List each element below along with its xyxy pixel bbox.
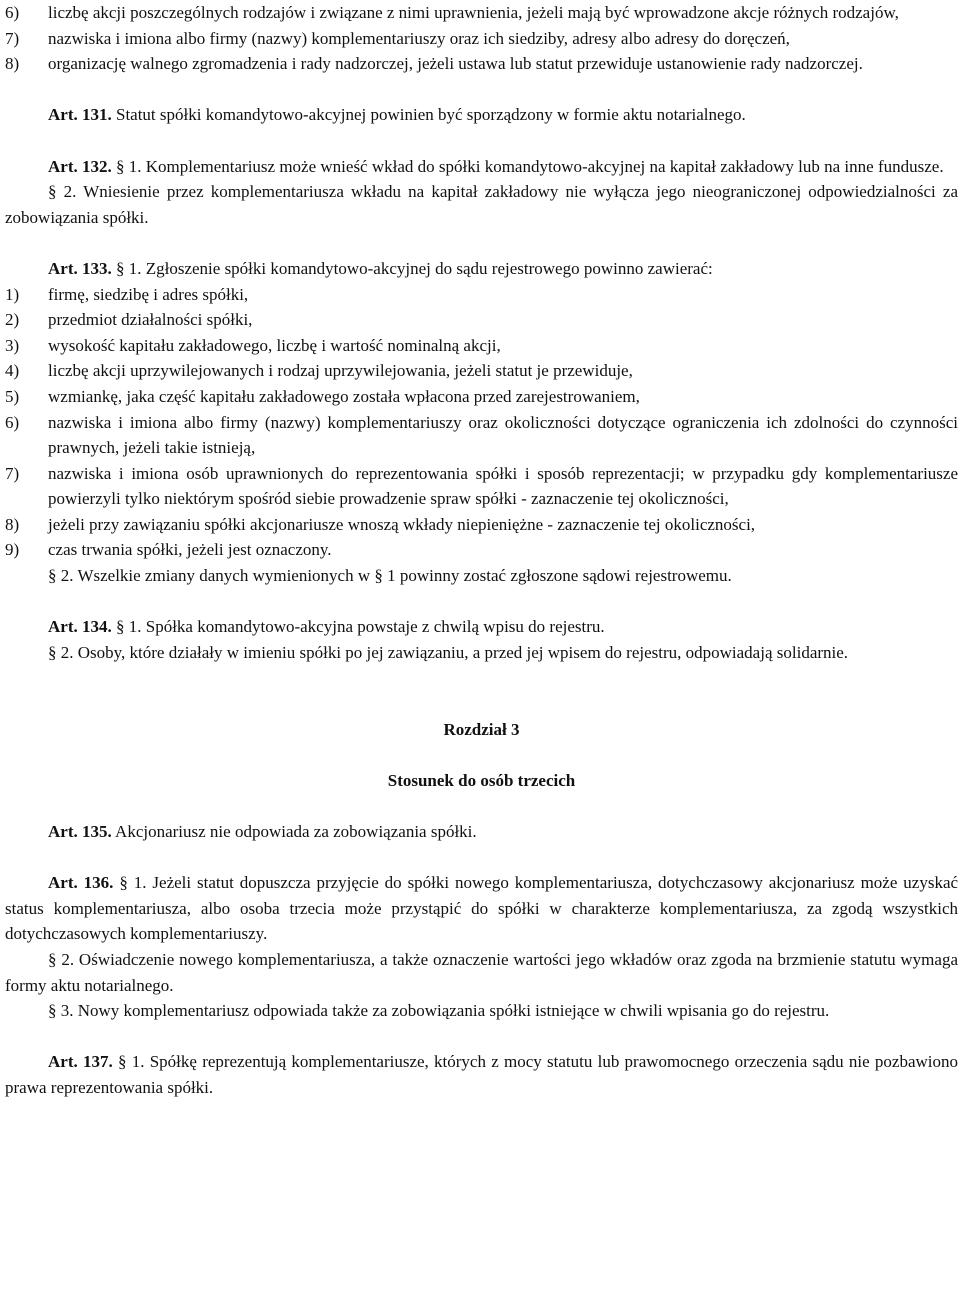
- list-item: [5, 51, 958, 77]
- article-text: Statut spółki komandytowo-akcyjnej powinien być sporządzony w formie aktu notarialnego.: [111, 105, 746, 125]
- list-item-number: 1): [5, 284, 20, 304]
- article-137-paragraph-1: [5, 1049, 958, 1100]
- list-item: [5, 307, 958, 333]
- list-item-text: organizację walnego zgromadzenia i rady nadzorczej, jeżeli ustawa lub statut przewiduje ustanowienie rady nadzorczej.: [48, 54, 863, 74]
- paragraph-number: § 2.: [48, 949, 75, 969]
- list-item: [5, 410, 958, 461]
- list-item: [5, 537, 958, 563]
- list-item-number: 6): [5, 412, 20, 432]
- list-item-text: jeżeli przy zawiązaniu spółki akcjonariusze wnoszą wkłady niepieniężne - zaznaczenie tej okoliczności,: [48, 514, 756, 534]
- paragraph-text: Wniesienie przez komplementariusza wkładu na kapitał zakładowy nie wyłącza jego nieograniczonej odpowiedzialności za zobowiązania spółki.: [5, 182, 959, 227]
- list-item: [5, 282, 958, 308]
- list-item: [5, 0, 958, 26]
- chapter-number: Rozdział 3: [443, 719, 520, 739]
- article-132-paragraph-2: [5, 179, 958, 230]
- article-text: Akcjonariusz nie odpowiada za zobowiązania spółki.: [111, 822, 477, 841]
- paragraph-number: § 1.: [119, 873, 147, 893]
- list-item-number: 9): [5, 540, 20, 560]
- article-label: Art. 137.: [48, 1052, 113, 1072]
- article-134-paragraph-1: [5, 614, 958, 640]
- list-item-number: 2): [5, 310, 20, 330]
- list-item-text: firmę, siedzibę i adres spółki,: [48, 284, 249, 304]
- list-item-number: 8): [5, 54, 20, 74]
- article-135: [5, 819, 958, 845]
- article-label: Art. 132.: [48, 156, 112, 176]
- paragraph-text: Nowy komplementariusz odpowiada także za zobowiązania spółki istniejące w chwili wpisania go do rejestru.: [73, 1001, 830, 1021]
- paragraph-text: Zgłoszenie spółki komandytowo-akcyjnej do sądu rejestrowego powinno zawierać:: [141, 258, 713, 278]
- paragraph-number: § 1.: [117, 1052, 145, 1072]
- list-item: [5, 461, 958, 512]
- paragraph-text: Komplementariusz może wnieść wkład do spółki komandytowo-akcyjnej na kapitał zakładowy lub na inne fundusze.: [141, 156, 944, 176]
- paragraph-number: § 2.: [48, 566, 74, 586]
- list-item: [5, 333, 958, 359]
- list-item-number: 5): [5, 386, 20, 406]
- list-item-text: liczbę akcji uprzywilejowanych i rodzaj uprzywilejowania, jeżeli statut je przewiduje,: [48, 361, 633, 381]
- paragraph-text: Jeżeli statut dopuszcza przyjęcie do spółki nowego komplementariusza, dotychczasowy akcjonariusz może uzyskać status komplementariusza, albo osoba trzecia może przystąpić do spółki w charakterze komplementariusza, za zgodą wszystkich dotychczasowych komplementariuszy.: [5, 873, 959, 944]
- article-136-paragraph-1: [5, 870, 958, 947]
- list-item-text: wysokość kapitału zakładowego, liczbę i wartość nominalną akcji,: [48, 335, 501, 355]
- article-label: Art. 133.: [48, 258, 112, 278]
- paragraph-text: Spółka komandytowo-akcyjna powstaje z chwilą wpisu do rejestru.: [141, 617, 605, 637]
- paragraph-number: § 2.: [48, 642, 74, 662]
- list-item-number: 6): [5, 3, 20, 22]
- paragraph-text: Oświadczenie nowego komplementariusza, a także oznaczenie wartości jego wkładów oraz zgoda na brzmienie statutu wymaga formy aktu notarialnego.: [5, 949, 958, 995]
- list-item-text: przedmiot działalności spółki,: [48, 310, 253, 330]
- list-item-number: 7): [5, 28, 20, 48]
- list-item-number: 4): [5, 361, 20, 381]
- article-label: Art. 136.: [48, 873, 114, 893]
- list-item: [5, 26, 958, 52]
- list-item-number: 7): [5, 463, 20, 483]
- article-133-list: [5, 282, 958, 564]
- list-item-text: nazwiska i imiona albo firmy (nazwy) komplementariuszy oraz ich siedziby, adresy albo adresy do doręczeń,: [48, 28, 790, 48]
- article-label: Art. 135.: [48, 822, 112, 841]
- article-132-paragraph-1: [5, 154, 958, 180]
- article-136-paragraph-3: [5, 998, 958, 1024]
- chapter-title: Stosunek do osób trzecich: [387, 770, 576, 790]
- paragraph-text: Spółkę reprezentują komplementariusze, których z mocy statutu lub prawomocnego orzeczenia sądu nie pozbawiono prawa reprezentowania spółki.: [5, 1052, 959, 1097]
- list-item: [5, 384, 958, 410]
- list-item-text: liczbę akcji poszczególnych rodzajów i związane z nimi uprawnienia, jeżeli mają być wprowadzone akcje różnych rodzajów,: [48, 3, 899, 22]
- article-label: Art. 131.: [48, 105, 112, 125]
- list-item: [5, 512, 958, 538]
- article-133-paragraph-2: [5, 563, 958, 589]
- paragraph-number: § 2.: [48, 182, 77, 202]
- list-item-text: nazwiska i imiona osób uprawnionych do reprezentowania spółki i sposób reprezentacji; w przypadku gdy komplementariusze powierzyli tylko niektórym spośród siebie prowadzenie spraw spółki - zaznaczenie tej okoliczności,: [48, 463, 958, 509]
- paragraph-number: § 1.: [115, 258, 142, 278]
- list-item-text: czas trwania spółki, jeżeli jest oznaczony.: [48, 540, 332, 560]
- paragraph-number: § 3.: [48, 1001, 74, 1021]
- list-item-text: nazwiska i imiona albo firmy (nazwy) komplementariuszy oraz okoliczności dotyczące ograniczenia ich zdolności do czynności prawnych, jeżeli takie istnieją,: [48, 412, 958, 458]
- article-label: Art. 134.: [48, 617, 112, 637]
- document-page: [5, 0, 958, 1101]
- paragraph-text: Osoby, które działały w imieniu spółki po jej zawiązaniu, a przed jej wpisem do rejestru, odpowiadają solidarnie.: [73, 642, 849, 662]
- list-item-number: 3): [5, 335, 20, 355]
- article-136-paragraph-2: [5, 947, 958, 998]
- article-134-paragraph-2: [5, 640, 958, 666]
- paragraph-number: § 1.: [115, 156, 142, 176]
- list-item-text: wzmiankę, jaka część kapitału zakładowego została wpłacona przed zarejestrowaniem,: [48, 386, 640, 406]
- list-item: [5, 358, 958, 384]
- paragraph-text: Wszelkie zmiany danych wymienionych w § 1 powinny zostać zgłoszone sądowi rejestrowemu.: [73, 566, 732, 586]
- list-item-number: 8): [5, 514, 20, 534]
- top-list: [5, 0, 958, 77]
- article-133-paragraph-1: [5, 256, 958, 282]
- paragraph-number: § 1.: [115, 617, 142, 637]
- article-131: [5, 102, 958, 128]
